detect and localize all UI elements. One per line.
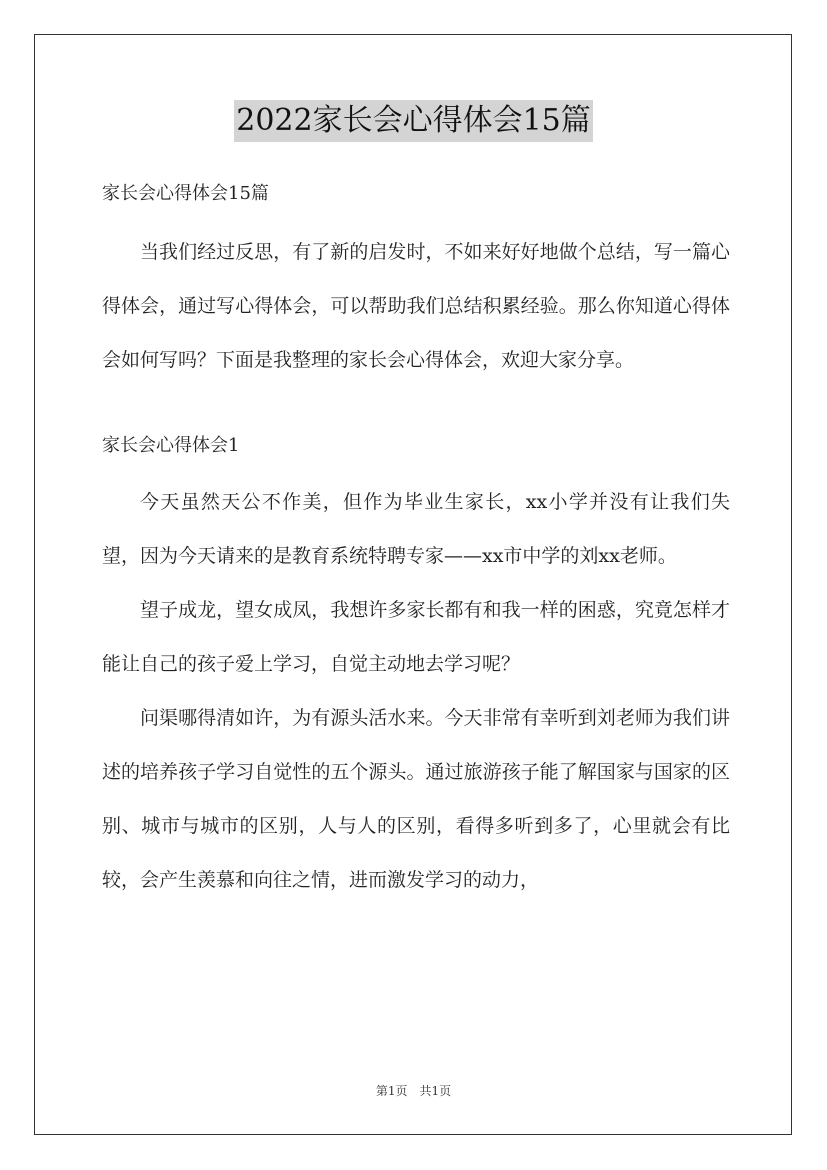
section1-paragraph-1: 今天虽然天公不作美，但作为毕业生家长，xx小学并没有让我们失望，因为今天请来的是教育系统特聘专家——xx市中学的刘xx老师。 <box>102 491 730 567</box>
intro-heading: 家长会心得体会15篇 <box>102 183 269 204</box>
page-footer: 第1页 共1页 <box>375 1084 452 1098</box>
title-container <box>0 100 827 142</box>
section1-heading: 家长会心得体会1 <box>102 435 240 456</box>
document-body <box>102 175 730 907</box>
section-spacer <box>102 387 730 427</box>
section1-paragraph-2: 望子成龙，望女成凤，我想许多家长都有和我一样的困惑，究竟怎样才能让自己的孩子爱上学习，自觉主动地去学习呢？ <box>102 599 730 675</box>
document-title: 2022家长会心得体会15篇 <box>234 100 593 142</box>
section1-paragraph-3: 问渠哪得清如许，为有源头活水来。今天非常有幸听到刘老师为我们讲述的培养孩子学习自觉性的五个源头。通过旅游孩子能了解国家与国家的区别、城市与城市的区别，人与人的区别，看得多听到多了，心里就会有比较，会产生羡慕和向往之情，进而激发学习的动力， <box>102 707 730 891</box>
intro-paragraph: 当我们经过反思，有了新的启发时，不如来好好地做个总结，写一篇心得体会，通过写心得体会，可以帮助我们总结积累经验。那么你知道心得体会如何写吗？下面是我整理的家长会心得体会，欢迎大家分享。 <box>102 241 730 371</box>
